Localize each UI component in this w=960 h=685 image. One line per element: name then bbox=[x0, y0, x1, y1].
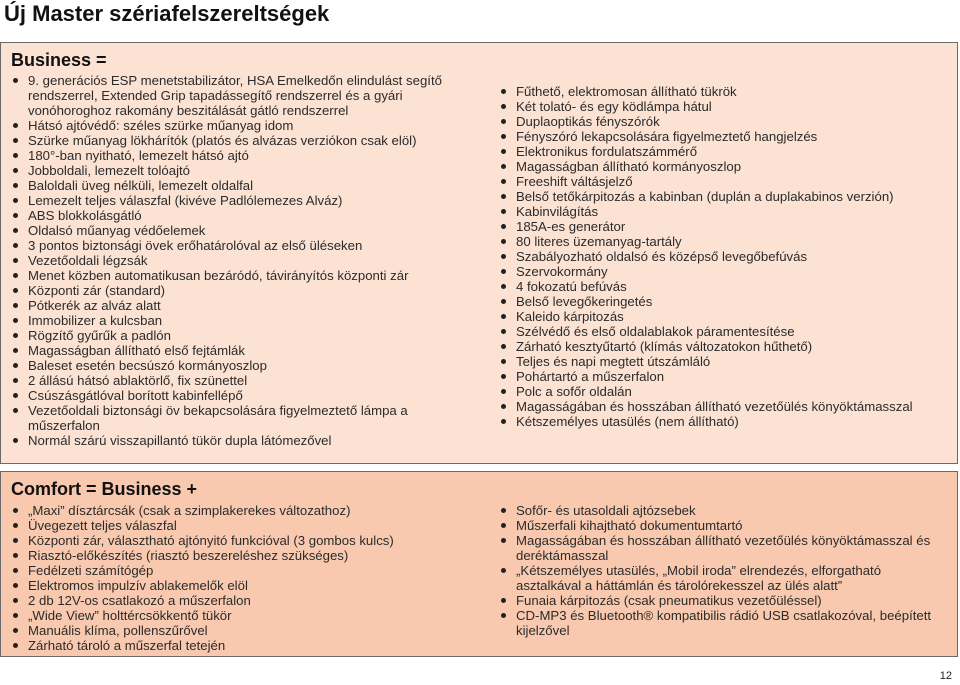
feature-list-item: „Wide View” holttércsökkentő tükör bbox=[10, 608, 480, 623]
feature-list-item: Magasságában és hosszában állítható vezetőülés könyöktámasszal és deréktámasszal bbox=[498, 533, 948, 563]
feature-list-item: 3 pontos biztonsági övek erőhatárolóval az első üléseken bbox=[10, 238, 480, 253]
feature-list-item: CD-MP3 és Bluetooth® kompatibilis rádió USB csatlakozóval, beépített kijelzővel bbox=[498, 608, 948, 638]
feature-list-item: 2 állású hátsó ablaktörlő, fix szünettel bbox=[10, 373, 480, 388]
feature-list-item: 4 fokozatú befúvás bbox=[498, 279, 948, 294]
page-number: 12 bbox=[939, 670, 952, 682]
feature-list-item: Baleset esetén becsúszó kormányoszlop bbox=[10, 358, 480, 373]
feature-list-item: Elektromos impulzív ablakemelők elöl bbox=[10, 578, 480, 593]
feature-list-item: Műszerfali kihajtható dokumentumtartó bbox=[498, 518, 948, 533]
feature-list-item: Belső levegőkeringetés bbox=[498, 294, 948, 309]
feature-list-item: „Kétszemélyes utasülés, „Mobil iroda” elrendezés, elforgatható asztalkával a háttámlán és tárolórekesszel az ülés alatt” bbox=[498, 563, 948, 593]
feature-list-item: 185A-es generátor bbox=[498, 219, 948, 234]
feature-list-item: Rögzítő gyűrűk a padlón bbox=[10, 328, 480, 343]
feature-list-item: Sofőr- és utasoldali ajtózsebek bbox=[498, 503, 948, 518]
feature-list-item: ABS blokkolásgátló bbox=[10, 208, 480, 223]
feature-list-item: Oldalsó műanyag védőelemek bbox=[10, 223, 480, 238]
feature-list-item: Két tolató- és egy ködlámpa hátul bbox=[498, 99, 948, 114]
feature-list-item: Magasságban állítható kormányoszlop bbox=[498, 159, 948, 174]
feature-list-item: Fedélzeti számítógép bbox=[10, 563, 480, 578]
feature-list-item: Pótkerék az alváz alatt bbox=[10, 298, 480, 313]
feature-list-item: Hátsó ajtóvédő: széles szürke műanyag idom bbox=[10, 118, 480, 133]
feature-list-item: Menet közben automatikusan bezáródó, távirányítós központi zár bbox=[10, 268, 480, 283]
feature-list-item: Zárható tároló a műszerfal tetején bbox=[10, 638, 480, 653]
feature-list-item: Freeshift váltásjelző bbox=[498, 174, 948, 189]
comfort-section-title: Comfort = Business + bbox=[11, 479, 198, 499]
feature-list-item: 2 db 12V-os csatlakozó a műszerfalon bbox=[10, 593, 480, 608]
feature-list-item: Vezetőoldali légzsák bbox=[10, 253, 480, 268]
feature-list-item: Központi zár (standard) bbox=[10, 283, 480, 298]
business-section bbox=[0, 42, 958, 464]
feature-list-item: Csúszásgátlóval borított kabinfellépő bbox=[10, 388, 480, 403]
feature-list-item: Funaia kárpitozás (csak pneumatikus vezetőüléssel) bbox=[498, 593, 948, 608]
feature-list-item: Kétszemélyes utasülés (nem állítható) bbox=[498, 414, 948, 429]
feature-list-item: Duplaoptikás fényszórók bbox=[498, 114, 948, 129]
feature-list-item: Zárható kesztyűtartó (klímás változatokon hűthető) bbox=[498, 339, 948, 354]
feature-list-item: Pohártartó a műszerfalon bbox=[498, 369, 948, 384]
feature-list-item: Fényszóró lekapcsolására figyelmeztető hangjelzés bbox=[498, 129, 948, 144]
feature-list-item: 80 literes üzemanyag-tartály bbox=[498, 234, 948, 249]
feature-list-item: Lemezelt teljes válaszfal (kivéve Padlólemezes Alváz) bbox=[10, 193, 480, 208]
feature-list-item: Magasságában és hosszában állítható vezetőülés könyöktámasszal bbox=[498, 399, 948, 414]
comfort-left-list bbox=[10, 503, 480, 653]
feature-list-item: Riasztó-előkészítés (riasztó beszereléshez szükséges) bbox=[10, 548, 480, 563]
feature-list-item: Szürke műanyag lökhárítók (platós és alvázas verziókon csak elöl) bbox=[10, 133, 480, 148]
business-left-list bbox=[10, 73, 480, 448]
feature-list-item: Normál szárú visszapillantó tükör dupla látómezővel bbox=[10, 433, 480, 448]
feature-list-item: Immobilizer a kulcsban bbox=[10, 313, 480, 328]
feature-list-item: Manuális klíma, pollenszűrővel bbox=[10, 623, 480, 638]
comfort-right-list bbox=[498, 503, 948, 638]
feature-list-item: Kaleido kárpitozás bbox=[498, 309, 948, 324]
feature-list-item: Kabinvilágítás bbox=[498, 204, 948, 219]
feature-list-item: Vezetőoldali biztonsági öv bekapcsolására figyelmeztető lámpa a műszerfalon bbox=[10, 403, 480, 433]
feature-list-item: Polc a sofőr oldalán bbox=[498, 384, 948, 399]
feature-list-item: 180°-ban nyitható, lemezelt hátsó ajtó bbox=[10, 148, 480, 163]
feature-list-item: 9. generációs ESP menetstabilizátor, HSA Emelkedőn elindulást segítő rendszerrel, Extended Grip tapadássegítő rendszerrel és a gyári vonóhoroghoz rakomány beszitálását gátló rendszerrel bbox=[10, 73, 480, 118]
feature-list-item: Belső tetőkárpitozás a kabinban (duplán a duplakabinos verzión) bbox=[498, 189, 948, 204]
comfort-section bbox=[0, 471, 958, 657]
feature-list-item: Szélvédő és első oldalablakok páramentesítése bbox=[498, 324, 948, 339]
feature-list-item: Szervokormány bbox=[498, 264, 948, 279]
business-section-title: Business = bbox=[11, 50, 107, 70]
feature-list-item: Fűthető, elektromosan állítható tükrök bbox=[498, 84, 948, 99]
feature-list-item: „Maxi” dísztárcsák (csak a szimplakerekes változathoz) bbox=[10, 503, 480, 518]
feature-list-item: Szabályozható oldalsó és középső levegőbefúvás bbox=[498, 249, 948, 264]
page-title: Új Master szériafelszereltségek bbox=[4, 1, 330, 26]
feature-list-item: Üvegezett teljes válaszfal bbox=[10, 518, 480, 533]
feature-list-item: Baloldali üveg nélküli, lemezelt oldalfal bbox=[10, 178, 480, 193]
feature-list-item: Központi zár, választható ajtónyitó funkcióval (3 gombos kulcs) bbox=[10, 533, 480, 548]
feature-list-item: Jobboldali, lemezelt tolóajtó bbox=[10, 163, 480, 178]
feature-list-item: Teljes és napi megtett útszámláló bbox=[498, 354, 948, 369]
feature-list-item: Magasságban állítható első fejtámlák bbox=[10, 343, 480, 358]
business-right-list bbox=[498, 84, 948, 429]
feature-list-item: Elektronikus fordulatszámmérő bbox=[498, 144, 948, 159]
